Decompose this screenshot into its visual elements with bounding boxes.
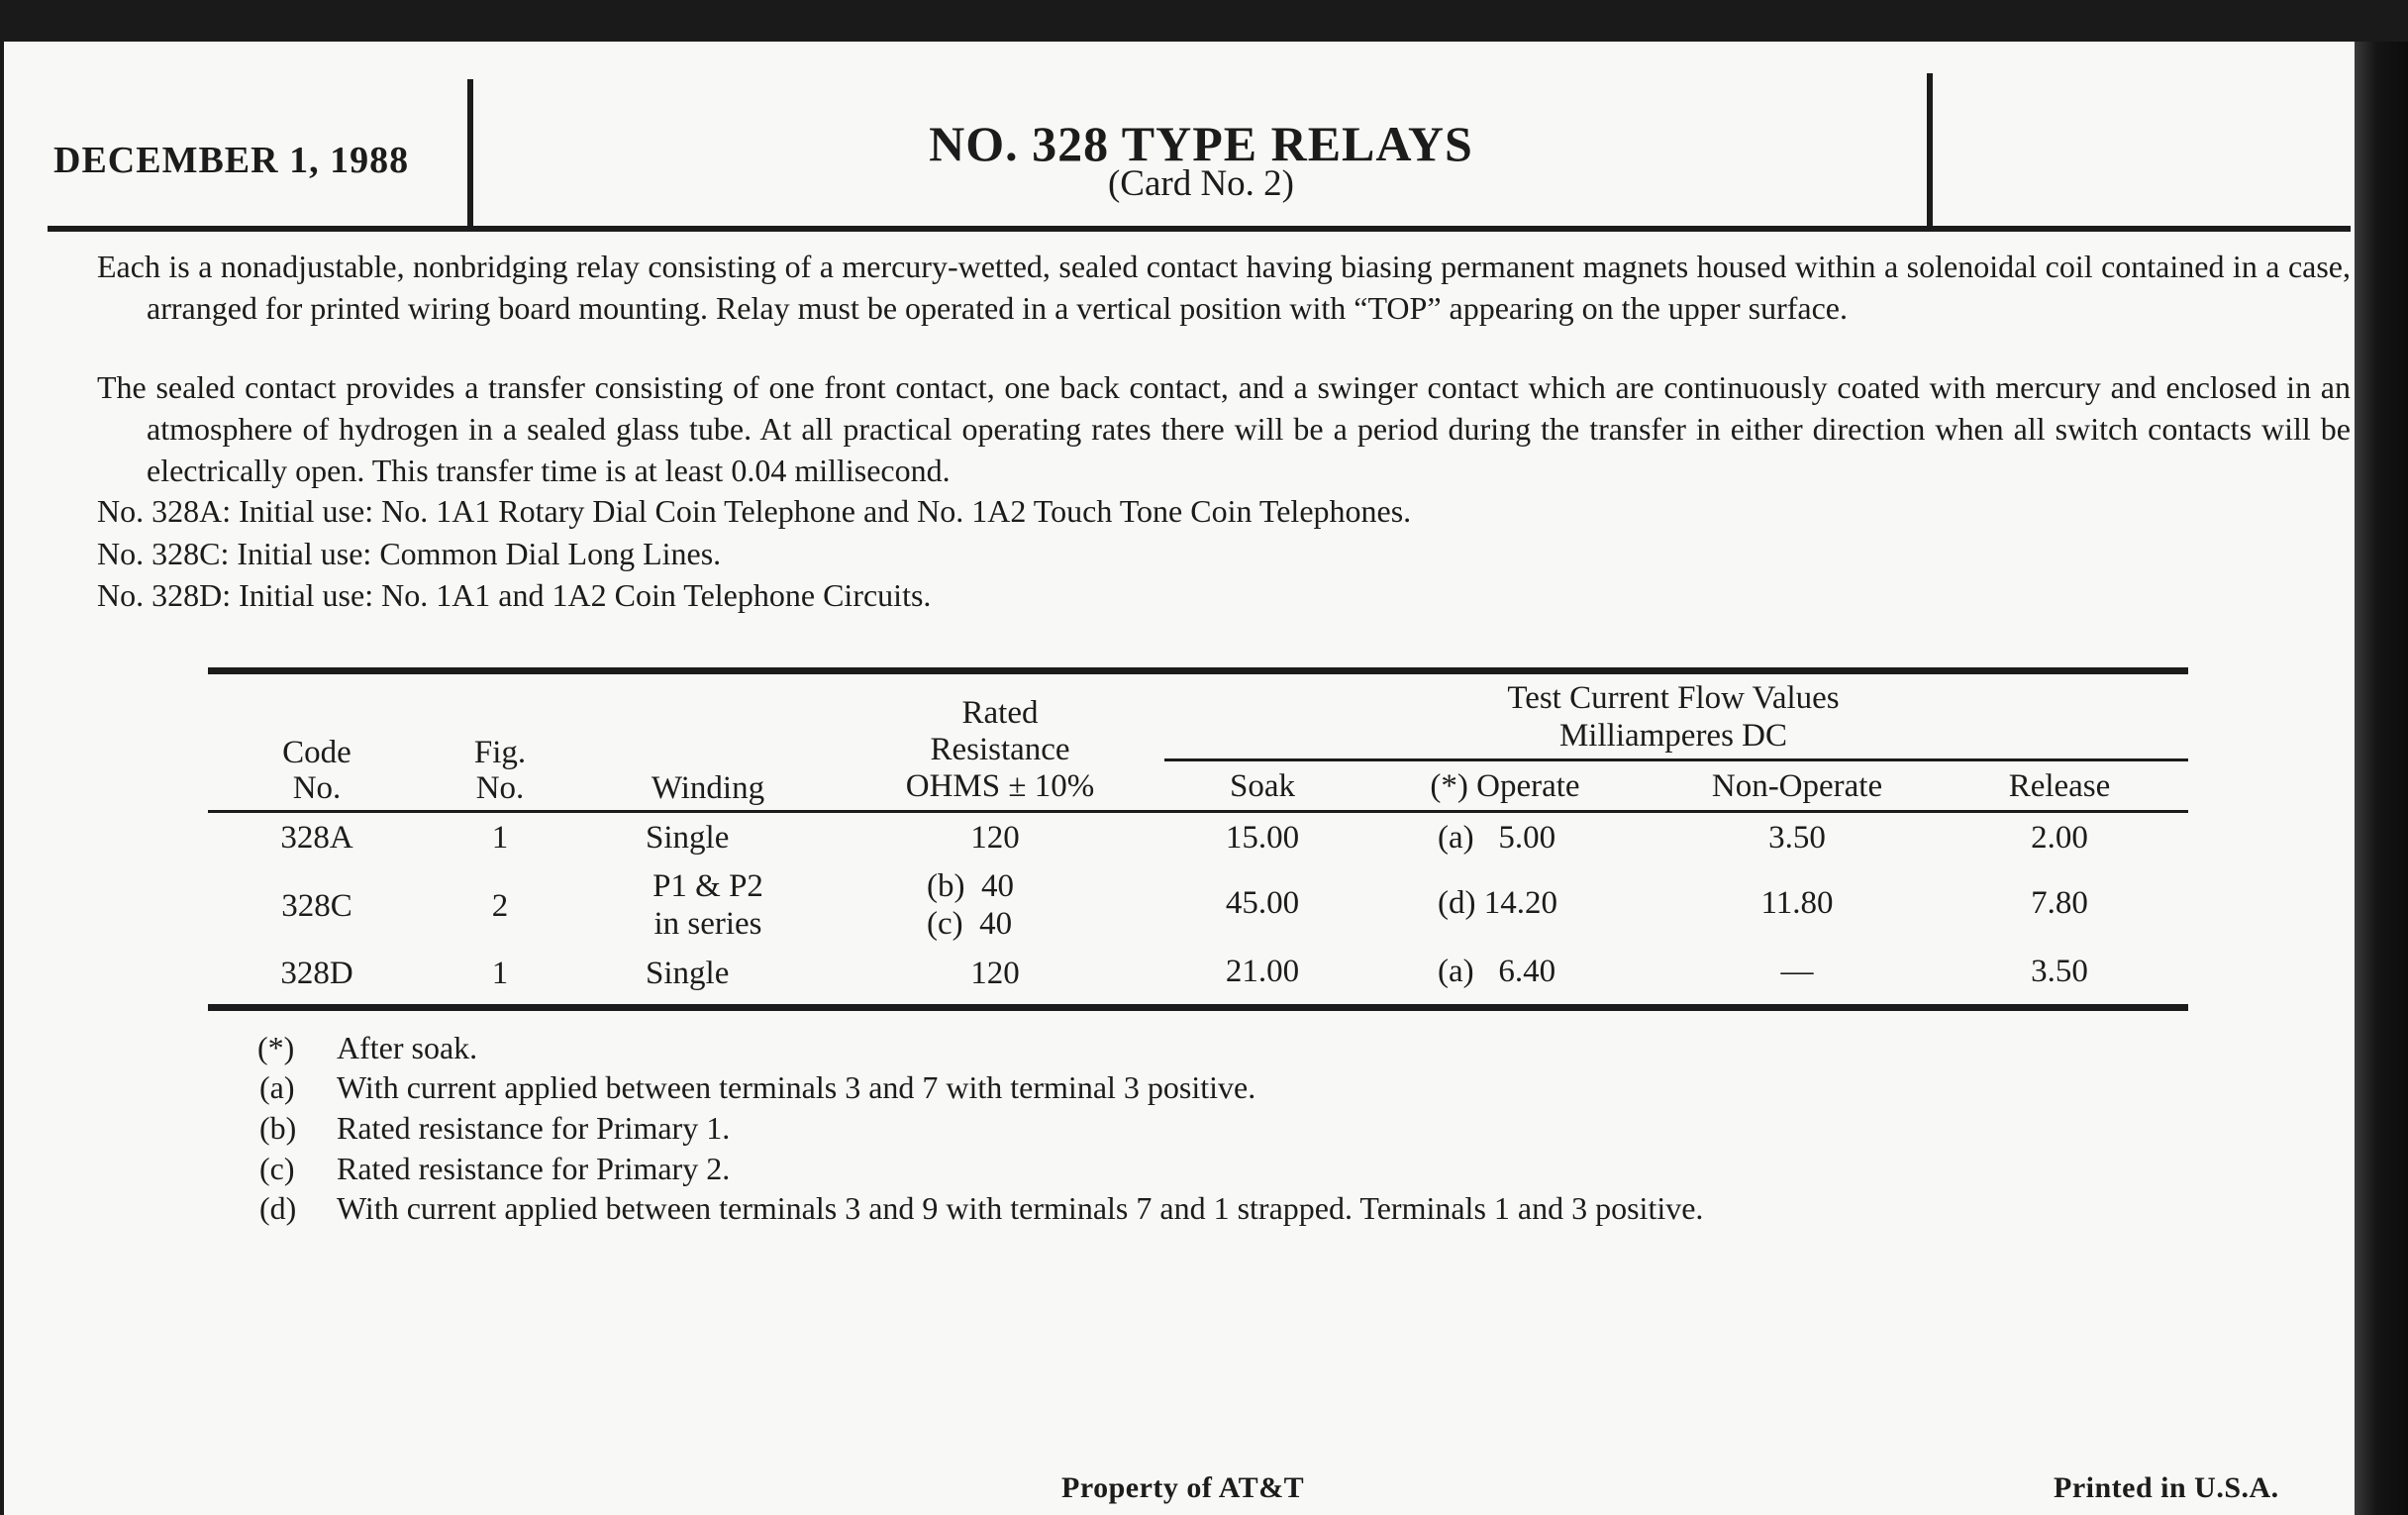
col-operate-label: (*) Operate bbox=[1430, 768, 1580, 804]
use-328a: No. 328A: Initial use: No. 1A1 Rotary Dial Coin Telephone and No. 1A2 Touch Tone Coin Telephones. bbox=[97, 493, 1412, 529]
col-rated-label-3: OHMS ± 10% bbox=[905, 768, 1095, 804]
header-rule bbox=[48, 226, 2351, 232]
footnote-text: With current applied between terminals 3 and 7 with terminal 3 positive. bbox=[337, 1069, 1256, 1105]
cell-winding-line-2: in series bbox=[653, 906, 762, 942]
use-328d: No. 328D: Initial use: No. 1A1 and 1A2 Coin Telephone Circuits. bbox=[97, 577, 932, 613]
footnote-mark: (b) bbox=[259, 1110, 297, 1146]
footnote-text: After soak. bbox=[337, 1030, 478, 1065]
cell-operate: (a) 6.40 bbox=[1438, 954, 1556, 989]
cell-resistance: 120 bbox=[970, 820, 1020, 856]
cell-operate: (a) 5.00 bbox=[1438, 820, 1556, 856]
cell-resistance-line-2: (c) 40 bbox=[927, 906, 1013, 942]
cell-operate: (d) 14.20 bbox=[1438, 885, 1557, 921]
cell-winding: Single bbox=[646, 956, 730, 991]
cell-fig: 2 bbox=[491, 888, 509, 924]
cell-fig: 1 bbox=[491, 956, 509, 991]
contact-paragraph: The sealed contact provides a transfer consisting of one front contact, one back contact, and a swinger contact which are continuously coated with mercury and enclosed in an atmosphere of hydrogen in a sealed glass tube. At all practical operating rates there will be a period during the transfer in either direction when all switch contacts will be electrically open. This transfer time is at least 0.04 millisecond. bbox=[97, 369, 2351, 488]
test-group-rule bbox=[1164, 758, 2188, 761]
footnote-text: With current applied between terminals 3 and 9 with terminals 7 and 1 strapped. Terminals 1 and 3 positive. bbox=[337, 1190, 1704, 1226]
footer-property: Property of AT&T bbox=[1061, 1471, 1305, 1504]
cell-fig: 1 bbox=[491, 820, 509, 856]
col-fig-label-2: No. bbox=[475, 770, 525, 806]
cell-release: 3.50 bbox=[2031, 954, 2088, 989]
footnote-mark: (c) bbox=[259, 1151, 295, 1186]
col-non-operate-label: Non-Operate bbox=[1711, 768, 1883, 804]
col-code-label-2: No. bbox=[292, 770, 342, 806]
cell-non-operate: 3.50 bbox=[1768, 820, 1826, 856]
document-date: DECEMBER 1, 1988 bbox=[53, 140, 410, 181]
cell-non-operate: 11.80 bbox=[1760, 885, 1834, 921]
cell-release: 7.80 bbox=[2031, 885, 2088, 921]
cell-soak: 15.00 bbox=[1225, 820, 1300, 856]
col-code-label-1: Code bbox=[282, 735, 351, 770]
col-winding-label: Winding bbox=[651, 770, 765, 806]
footnote-text: Rated resistance for Primary 1. bbox=[337, 1110, 731, 1146]
cell-non-operate: — bbox=[1780, 954, 1814, 989]
cell-resistance-line-1: (b) 40 bbox=[927, 868, 1014, 904]
table-bottom-rule bbox=[208, 1004, 2188, 1011]
col-soak-label: Soak bbox=[1230, 768, 1295, 804]
use-328c: No. 328C: Initial use: Common Dial Long Lines. bbox=[97, 536, 722, 571]
scan-edge bbox=[2355, 42, 2408, 1515]
footer-printed: Printed in U.S.A. bbox=[2054, 1471, 2279, 1504]
footnote-mark: (a) bbox=[259, 1069, 295, 1105]
footnote-mark: (d) bbox=[259, 1190, 297, 1226]
cell-release: 2.00 bbox=[2031, 820, 2088, 856]
col-fig-label-1: Fig. bbox=[473, 735, 527, 770]
description-paragraph: Each is a nonadjustable, nonbridging relay consisting of a mercury-wetted, sealed contact having biasing permanent magnets housed within a solenoidal coil contained in a case, arranged for printed wiring board mounting. Relay must be operated in a vertical position with “TOP” appearing on the upper surface. bbox=[97, 249, 2351, 326]
cell-code: 328D bbox=[280, 956, 353, 991]
page-title: NO. 328 TYPE RELAYS bbox=[929, 116, 1473, 171]
col-rated-label-2: Resistance bbox=[930, 732, 1070, 767]
footnote-text: Rated resistance for Primary 2. bbox=[337, 1151, 731, 1186]
table-header-rule bbox=[208, 810, 2188, 813]
cell-soak: 21.00 bbox=[1225, 954, 1300, 989]
col-rated-label-1: Rated bbox=[961, 695, 1039, 731]
cell-code: 328A bbox=[280, 820, 353, 856]
cell-soak: 45.00 bbox=[1225, 885, 1300, 921]
table-top-rule bbox=[208, 667, 2188, 674]
cell-resistance: 120 bbox=[970, 956, 1020, 991]
test-group-label-1: Test Current Flow Values bbox=[1507, 680, 1840, 716]
cell-winding: Single bbox=[646, 820, 730, 856]
page-subtitle: (Card No. 2) bbox=[1107, 163, 1295, 204]
test-group-label-2: Milliamperes DC bbox=[1558, 718, 1788, 754]
footnote-mark: (*) bbox=[257, 1030, 295, 1065]
cell-code: 328C bbox=[281, 888, 352, 924]
cell-winding-line-1: P1 & P2 bbox=[652, 868, 763, 904]
col-release-label: Release bbox=[2008, 768, 2111, 804]
